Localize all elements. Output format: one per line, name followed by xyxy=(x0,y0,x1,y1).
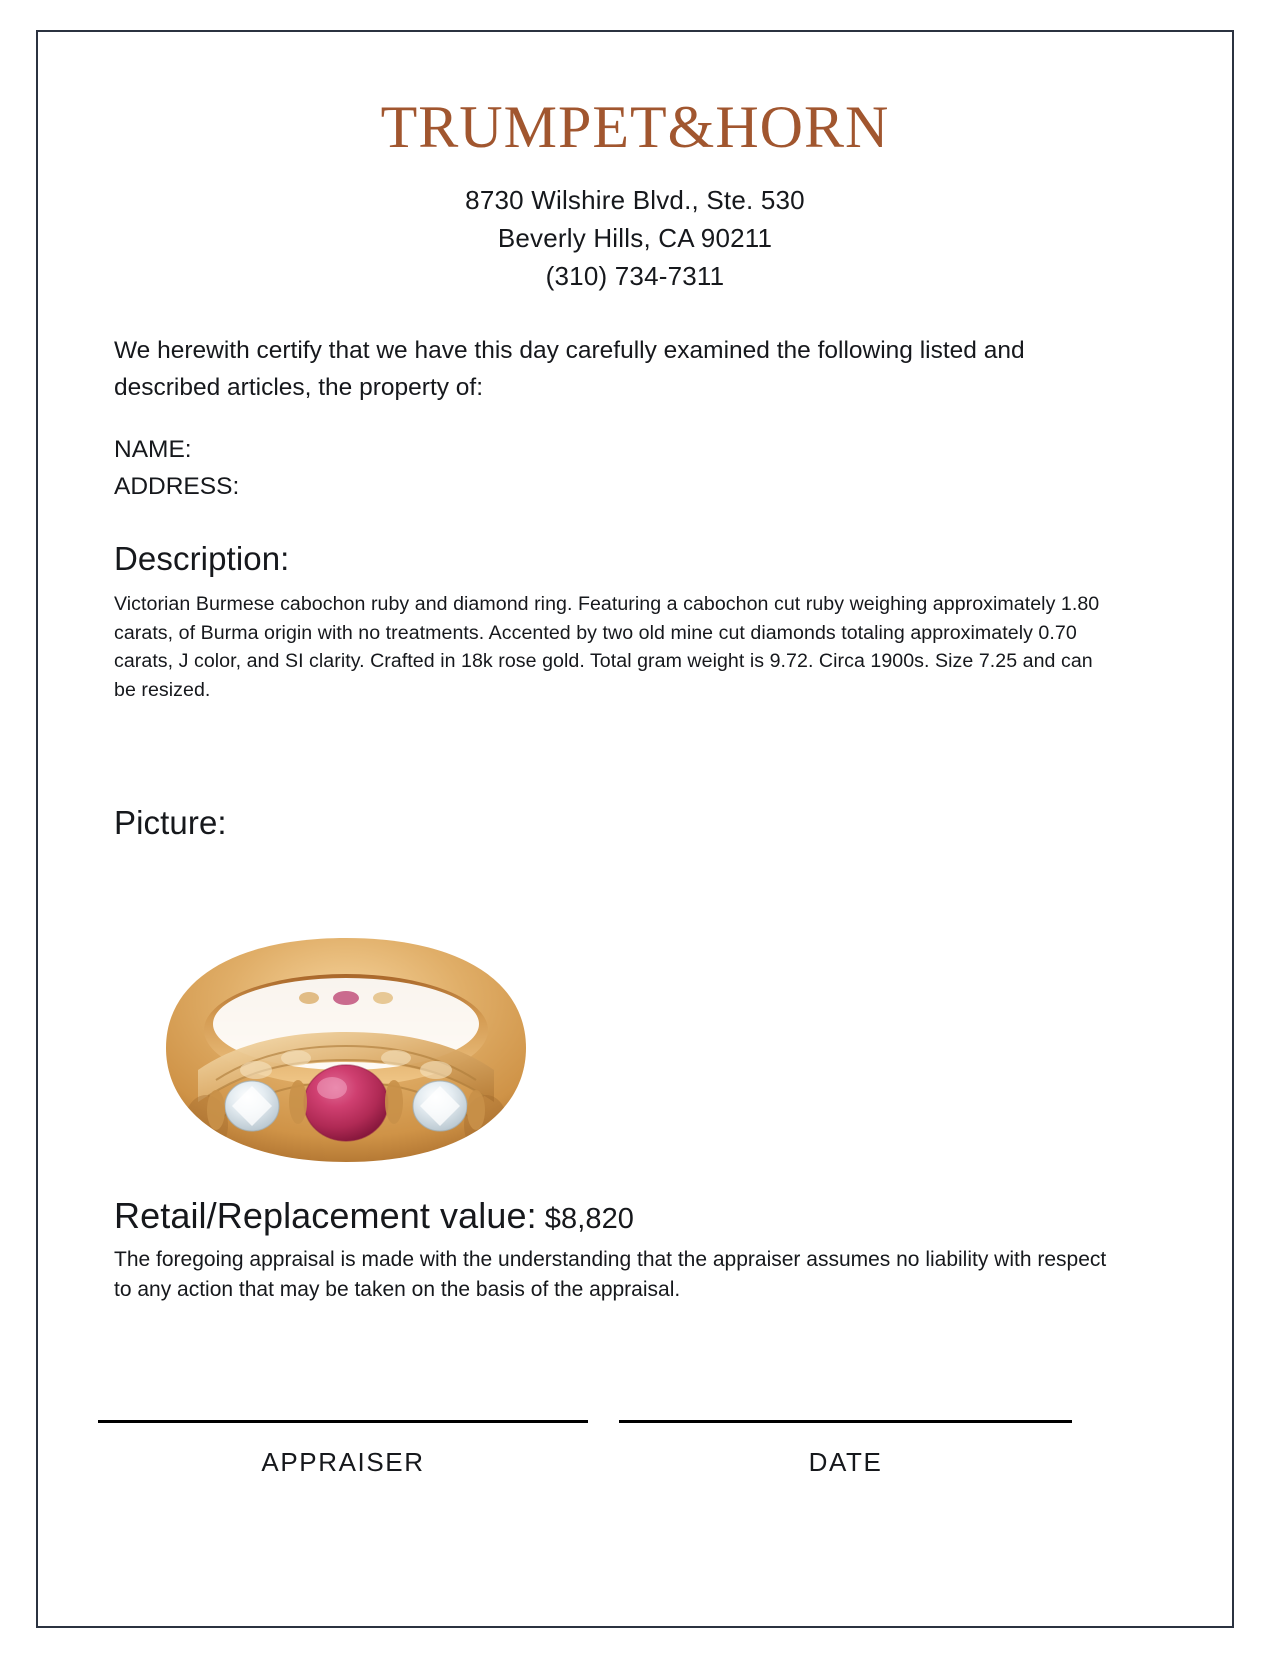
address-line-2: Beverly Hills, CA 90211 xyxy=(497,223,773,253)
description-body: Victorian Burmese cabochon ruby and diamond ring. Featuring a cabochon cut ruby weighing approximately 1.80 carats, of Burma origin with no treatments. Accented by two old mine cut diamonds totaling approximately 0.70 carats, J color, and SI clarity. Crafted in 18k rose gold. Total gram weight is 9.72. Circa 1900s. Size 7.25 and can be resized. xyxy=(114,593,1100,701)
brand-ampersand: & xyxy=(667,94,716,160)
ring-interior-reflection xyxy=(299,991,393,1005)
retail-value-label: Retail/Replacement value: xyxy=(114,1195,537,1236)
brand-logo xyxy=(36,92,1234,162)
name-field-label: NAME: xyxy=(114,436,192,463)
address-field-label: ADDRESS: xyxy=(114,473,240,500)
brand-name-part1: TRUMPET xyxy=(380,94,668,160)
appraiser-label: APPRAISER xyxy=(261,1447,425,1477)
ring-illustration xyxy=(146,920,546,1180)
diamond-left xyxy=(225,1081,279,1131)
certification-statement: We herewith certify that we have this day carefully examined the following listed and described articles, the property of: xyxy=(114,337,1025,401)
description-heading: Description: xyxy=(114,540,290,577)
date-label: DATE xyxy=(808,1447,883,1477)
diamond-right xyxy=(413,1081,467,1131)
ring-photo xyxy=(146,920,546,1180)
ruby-cabochon xyxy=(304,1065,388,1141)
picture-heading: Picture: xyxy=(114,804,227,841)
address-line-1: 8730 Wilshire Blvd., Ste. 530 xyxy=(465,185,805,215)
phone-number: (310) 734-7311 xyxy=(545,261,725,291)
date-signature-line xyxy=(619,1420,1072,1423)
page-content xyxy=(36,30,1234,1628)
appraisal-disclaimer: The foregoing appraisal is made with the understanding that the appraiser assumes no liability with respect to any action that may be taken on the basis of the appraisal. xyxy=(114,1248,1107,1301)
retail-value-amount: $8,820 xyxy=(544,1203,635,1235)
retail-value-line xyxy=(114,1193,634,1242)
appraiser-signature-line xyxy=(98,1420,588,1423)
brand-name-part2: HORN xyxy=(715,94,890,160)
